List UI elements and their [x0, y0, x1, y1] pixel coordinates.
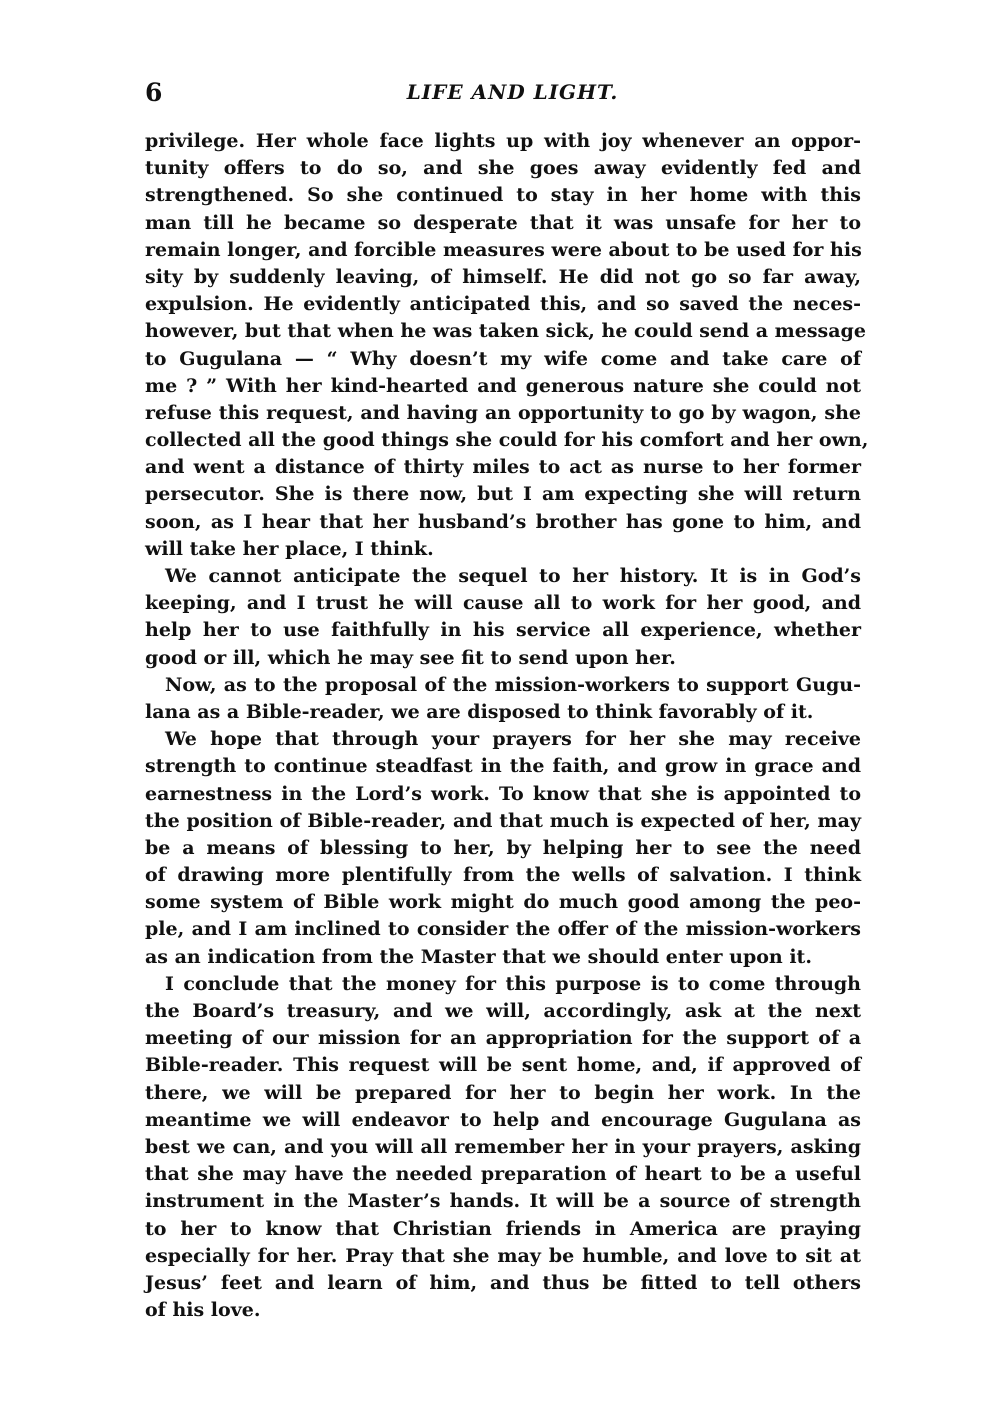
text-line: collected all the good things she could for his comfort and her own,: [145, 429, 869, 452]
text-line: strengthened. So she continued to stay in her home with this: [145, 184, 861, 207]
text-line: however, but that when he was taken sick, he could send a message: [145, 320, 866, 343]
text-line: be a means of blessing to her, by helping her to see the need: [145, 836, 861, 859]
text-line: and went a distance of thirty miles to act as nurse to her former: [145, 456, 861, 479]
text-line: to Gugulana — “ Why doesn’t my wife come and take care of: [145, 347, 861, 370]
text-line: instrument in the Master’s hands. It will be a source of strength: [145, 1190, 861, 1213]
text-line: Bible-reader. This request will be sent home, and, if approved of: [145, 1054, 861, 1077]
page-header: [145, 78, 865, 108]
text-line: the position of Bible-reader, and that much is expected of her, may: [145, 809, 861, 832]
text-line: We cannot anticipate the sequel to her history. It is in God’s: [165, 565, 861, 587]
text-line: some system of Bible work might do much good among the peo-: [145, 891, 861, 914]
text-line: We hope that through your prayers for her she may receive: [165, 728, 861, 751]
text-line: privilege. Her whole face lights up with joy whenever an oppor-: [145, 130, 861, 152]
text-line: meeting of our mission for an appropriation for the support of a: [145, 1027, 861, 1050]
body-text: [145, 128, 869, 1324]
running-title: LIFE AND LIGHT.: [406, 80, 619, 104]
text-line: of his love.: [145, 1299, 261, 1322]
text-line: tunity offers to do so, and she goes away evidently fed and: [145, 157, 861, 180]
text-line: soon, as I hear that her husband’s brother has gone to him, and: [145, 510, 861, 533]
text-line: keeping, and I trust he will cause all to work for her good, and: [145, 592, 861, 615]
text-line: earnestness in the Lord’s work. To know that she is appointed to: [145, 782, 861, 805]
text-line: help her to use faithfully in his service all experience, whether: [145, 619, 861, 642]
text-line: refuse this request, and having an opportunity to go by wagon, she: [145, 401, 861, 424]
text-line: to her to know that Christian friends in America are praying: [145, 1217, 861, 1240]
text-line: ple, and I am inclined to consider the offer of the mission-workers: [145, 918, 861, 941]
text-line: remain longer, and forcible measures were about to be used for his: [145, 238, 862, 261]
text-line: will take her place, I think.: [145, 537, 434, 560]
text-line: best we can, and you will all remember her in your prayers, asking: [145, 1135, 861, 1158]
text-line: Jesus’ feet and learn of him, and thus be fitted to tell others: [145, 1271, 861, 1294]
text-line: man till he became so desperate that it was unsafe for her to: [145, 211, 861, 234]
text-line: the Board’s treasury, and we will, accordingly, ask at the next: [145, 1000, 861, 1022]
text-line: me ? ” With her kind-hearted and generous nature she could not: [145, 374, 861, 397]
text-line: there, we will be prepared for her to begin her work. In the: [145, 1081, 861, 1104]
text-line: strength to continue steadfast in the faith, and grow in grace and: [145, 755, 861, 778]
text-line: good or ill, which he may see fit to send upon her.: [145, 646, 676, 669]
text-line: that she may have the needed preparation of heart to be a useful: [145, 1163, 861, 1186]
text-line: of drawing more plentifully from the wells of salvation. I think: [145, 864, 861, 887]
text-line: lana as a Bible-reader, we are disposed to think favorably of it.: [145, 700, 814, 723]
text-line: persecutor. She is there now, but I am expecting she will return: [145, 483, 861, 506]
text-line: meantime we will endeavor to help and encourage Gugulana as: [145, 1108, 861, 1131]
text-line: especially for her. Pray that she may be humble, and love to sit at: [145, 1244, 861, 1267]
text-line: expulsion. He evidently anticipated this, and so saved the neces-: [145, 293, 861, 316]
text-line: I conclude that the money for this purpose is to come through: [165, 972, 861, 995]
text-line: Now, as to the proposal of the mission-workers to support Gugu-: [165, 673, 861, 696]
text-line: sity by suddenly leaving, of himself. He did not go so far away,: [145, 265, 861, 288]
page-number: 6: [145, 78, 163, 107]
text-line: as an indication from the Master that we should enter upon it.: [145, 945, 812, 968]
